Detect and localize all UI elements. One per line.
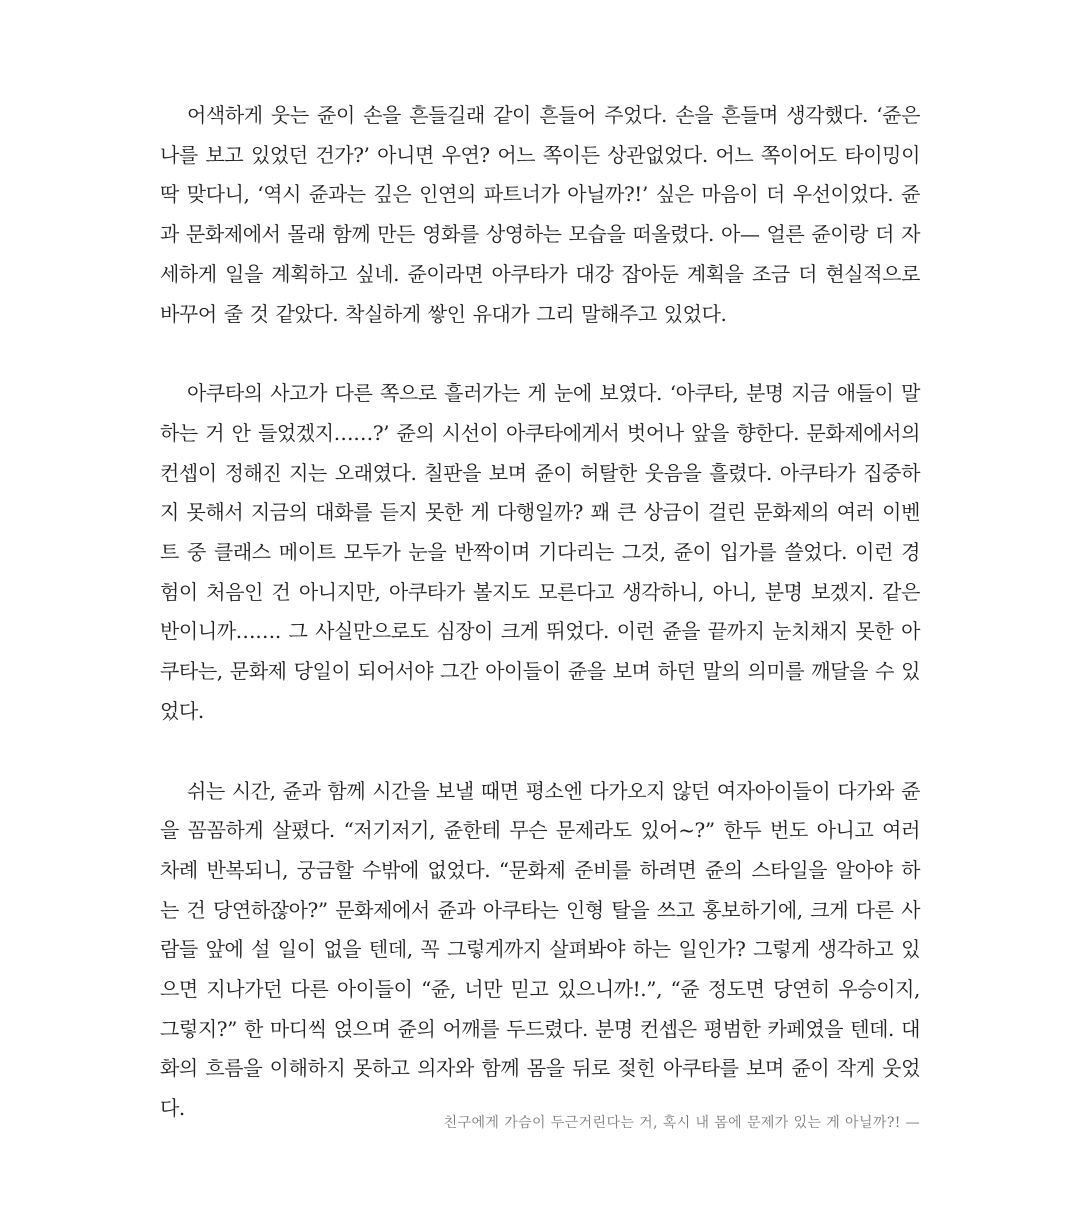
- page-body: [160, 96, 920, 1129]
- paragraph-2: 아쿠타의 사고가 다른 쪽으로 흘러가는 게 눈에 보였다. ‘아쿠타, 분명 지금 애들이 말하는 거 안 들었겠지……?’ 쥰의 시선이 아쿠타에게서 벗어나 앞을 향한다. 문화제에서의 컨셉이 정해진 지는 오래였다. 칠판을 보며 쥰이 허탈한 웃음을 흘렸다. 아쿠타가 집중하지 못해서 지금의 대화를 듣지 못한 게 다행일까? 꽤 큰 상금이 걸린 문화제의 여러 이벤트 중 클래스 메이트 모두가 눈을 반짝이며 기다리는 그것, 쥰이 입가를 쓸었다. 이런 경험이 처음인 건 아니지만, 아쿠타가 볼지도 모른다고 생각하니, 아니, 분명 보겠지. 같은 반이니까……. 그 사실만으로도 심장이 크게 뛰었다. 이런 쥰을 끝까지 눈치채지 못한 아쿠타는, 문화제 당일이 되어서야 그간 아이들이 쥰을 보며 하던 말의 의미를 깨달을 수 있었다.: [160, 381, 920, 723]
- paragraph-3: 쉬는 시간, 쥰과 함께 시간을 보낼 때면 평소엔 다가오지 않던 여자아이들이 다가와 쥰을 꼼꼼하게 살폈다. “저기저기, 쥰한테 무슨 문제라도 있어~?” 한두 번도 아니고 여러 차례 반복되니, 궁금할 수밖에 없었다. “문화제 준비를 하려면 쥰의 스타일을 알아야 하는 건 당연하잖아?” 문화제에서 쥰과 아쿠타는 인형 탈을 쓰고 홍보하기에, 크게 다른 사람들 앞에 설 일이 없을 텐데, 꼭 그렇게까지 살펴봐야 하는 일인가? 그렇게 생각하고 있으면 지나가던 다른 아이들이 “쥰, 너만 믿고 있으니까!.”, “쥰 정도면 당연히 우승이지, 그렇지?” 한 마디씩 얹으며 쥰의 어깨를 두드렸다. 분명 컨셉은 평범한 카페였을 텐데. 대화의 흐름을 이해하지 못하고 의자와 함께 몸을 뒤로 젖힌 아쿠타를 보며 쥰이 작게 웃었다.: [160, 778, 920, 1121]
- running-footer: 친구에게 가슴이 두근거린다는 거, 혹시 내 몸에 문제가 있는 게 아닐까?! —: [443, 1115, 920, 1131]
- paragraph-gap: [160, 334, 920, 374]
- paragraph-gap: [160, 732, 920, 772]
- paragraph-1: 어색하게 웃는 쥰이 손을 흔들길래 같이 흔들어 주었다. 손을 흔들며 생각했다. ‘쥰은 나를 보고 있었던 건가?’ 아니면 우연? 어느 쪽이든 상관없었다. 어느 쪽이어도 타이밍이 딱 맞다니, ‘역시 쥰과는 깊은 인연의 파트너가 아닐까?!’ 싶은 마음이 더 우선이었다. 쥰과 문화제에서 몰래 함께 만든 영화를 상영하는 모습을 떠올렸다. 아— 얼른 쥰이랑 더 자세하게 일을 계획하고 싶네. 쥰이라면 아쿠타가 대강 잡아둔 계획을 조금 더 현실적으로 바꾸어 줄 것 같았다. 착실하게 쌓인 유대가 그리 말해주고 있었다.: [160, 103, 920, 326]
